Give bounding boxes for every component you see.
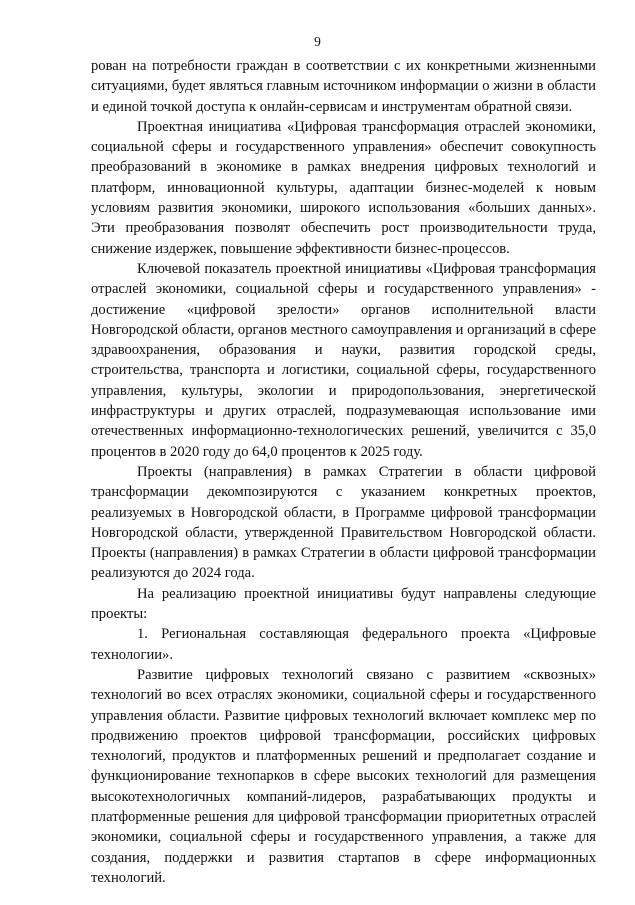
paragraph-projects-intro: На реализацию проектной инициативы будут направлены следующие проекты: <box>91 585 596 623</box>
paragraph-digital-technologies-development: Развитие цифровых технологий связано с развитием «сквозных» технологий во всех отраслях экономики, социальной сферы и государственного управления области. Развитие цифровых технологий включает комплекс мер по продвижению проектов цифровой трансформации, российских цифровых технологий, продуктов и платформенных решений и предполагает создание и функционирование технопарков в сфере высоких технологий для размещения высокотехнологичных компаний-лидеров, разрабатывающих продукты и платформенные решения для цифровой трансформации приоритетных отраслей экономики, социальной сферы и государственного управления, а также для создания, поддержки и развития стартапов в сфере информационных технологий. <box>91 666 596 886</box>
page-number: 9 <box>314 34 321 49</box>
list-item-digital-technologies: 1. Региональная составляющая федерального проекта «Цифровые технологии». <box>91 626 596 663</box>
paragraph-project-initiative: Проектная инициатива «Цифровая трансформация отраслей экономики, социальной сферы и государственного управления» обеспечит совокупность преобразований в экономике в рамках внедрения цифровых технологий и платформ, инновационной культуры, адаптации бизнес-моделей к новым условиям развития экономики, широкого использования «больших данных». Эти преобразования позволят обеспечить рост производительности труда, снижение издержек, повышение эффективности бизнес-процессов. <box>91 118 596 257</box>
paragraph-projects-directions: Проекты (направления) в рамках Стратегии в области цифровой трансформации декомпозируются с указанием конкретных проектов, реализуемых в Новгородской области, в Программе цифровой трансформации Новгородской области, утвержденной Правительством Новгородской области. Проекты (направления) в рамках Стратегии в области цифровой трансформации реализуются до 2024 года. <box>91 463 596 582</box>
paragraph-continuation: рован на потребности граждан в соответствии с их конкретными жизненными ситуациями, будет являться главным источником информации о жизни в области и единой точкой доступа к онлайн-сервисам и инструментам обратной связи. <box>91 58 596 115</box>
paragraph-key-indicator: Ключевой показатель проектной инициативы «Цифровая трансформация отраслей экономики, социальной сферы и государственного управления» - достижение «цифровой зрелости» органов исполнительной власти Новгородской области, органов местного самоуправления и организаций в сфере здравоохранения, образования и науки, развития городской среды, строительства, транспорта и логистики, социальной сферы, государственного управления, культуры, экологии и природопользования, энергетической инфраструктуры и других отраслей, подразумевающая использование ими отечественных информационно-технологических решений, увеличится с 35,0 процентов в 2020 году до 64,0 процентов к 2025 году. <box>91 260 597 460</box>
body-text <box>91 56 596 888</box>
